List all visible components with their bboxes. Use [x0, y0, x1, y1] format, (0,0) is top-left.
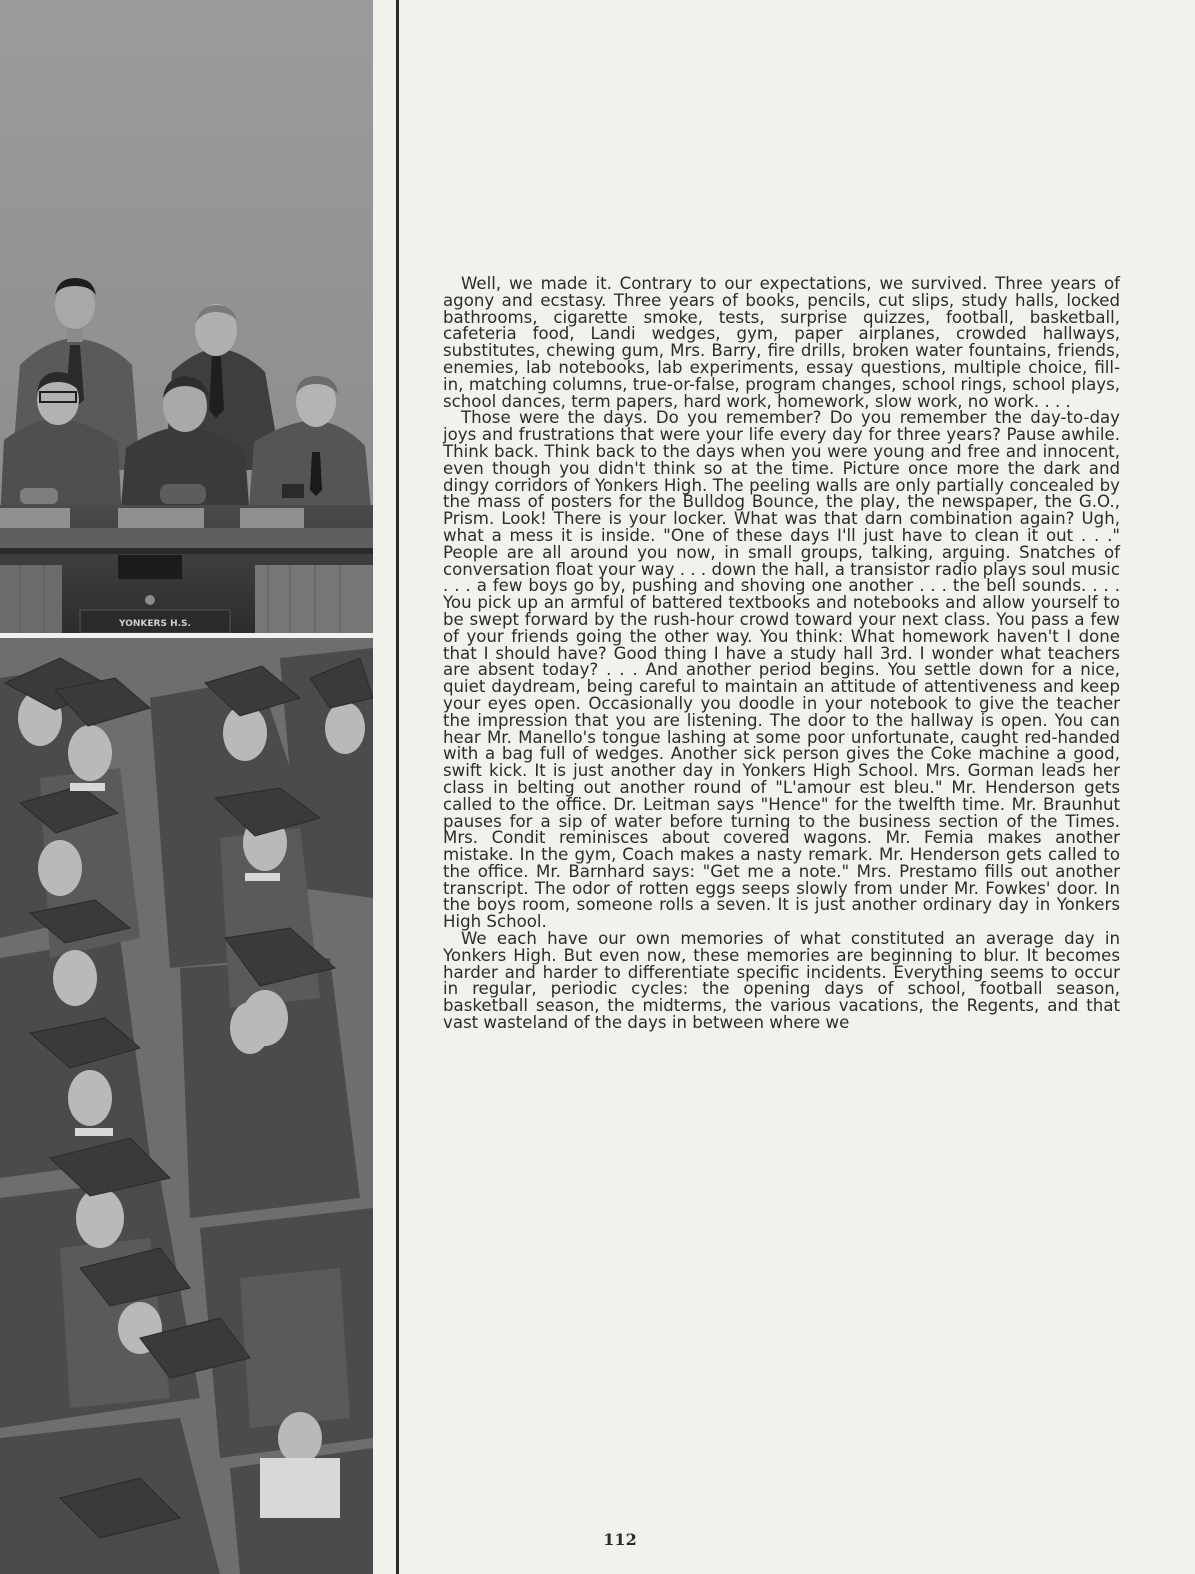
page-number: 112 [603, 1530, 637, 1549]
article-paragraph-3: We each have our own memories of what constituted an average day in Yonkers High. But even now, these memories are beginning to blur. It becomes harder and harder to differentiate specific incidents. Everything seems to occur in regular, periodic cycles: the opening days of school, football season, basketball season, the midterms, the various vacations, the Regents, and that vast wasteland of the days in between where we [443, 929, 1120, 1033]
photo-column [0, 0, 375, 1574]
graduation-procession-photo [0, 638, 373, 1574]
column-divider [396, 0, 399, 1574]
desk-plate-label: YONKERS H.S. [119, 619, 191, 629]
article-text [443, 276, 1120, 1032]
tv-quiz-panel-photo [0, 0, 373, 633]
article-paragraph-1: Well, we made it. Contrary to our expectations, we survived. Three years of agony and ecstasy. Three years of books, pencils, cut slips, study halls, locked bathrooms, cigarette smoke, tests, surprise quizzes, football, basketball, cafeteria food, Landi wedges, gym, paper airplanes, crowded hallways, substitutes, chewing gum, Mrs. Barry, fire drills, broken water fountains, friends, enemies, lab notebooks, lab experiments, essay questions, multiple choice, fill-in, matching columns, true-or-false, program changes, school rings, school plays, school dances, term papers, hard work, homework, slow work, no work. . . . [443, 274, 1120, 411]
article-paragraph-2: Those were the days. Do you remember? Do you remember the day-to-day joys and frustrations that were your life every day for three years? Pause awhile. Think back. Think back to the days when you were young and free and innocent, even though you didn't think so at the time. Picture once more the dark and dingy corridors of Yonkers High. The peeling walls are only partially concealed by the mass of posters for the Bulldog Bounce, the play, the newspaper, the G.O., Prism. Look! There is your locker. What was that darn combination again? Ugh, what a mess it is inside. "One of these days I'll just have to clean it out . . ." People are all around you now, in small groups, talking, arguing. Snatches of conversation float your way . . . down the hall, a transistor radio plays soul music . . . a few boys go by, pushing and shoving one another . . . the bell sounds. . . . You pick up an armful of battered textbooks and notebooks and allow yourself to be swept forward by the rush-hour crowd toward your next class. You pass a few of your friends going the other way. You think: What homework haven't I done that I should have? Good thing I have a study hall 3rd. I wonder what teachers are absent today? . . . And another period begins. You settle down for a nice, quiet daydream, being careful to maintain an attitude of attentiveness and keep your eyes open. Occasionally you doodle in your notebook to give the teacher the impression that you are listening. The door to the hallway is open. You can hear Mr. Manello's tongue lashing at some poor unfortunate, caught red-handed with a bag full of wedges. Another sick person gives the Coke machine a good, swift kick. It is just another day in Yonkers High School. Mrs. Gorman leads her class in belting out another round of "L'amour est bleu." Mr. Henderson gets called to the office. Dr. Leitman says "Hence" for the twelfth time. Mr. Braunhut pauses for a sip of water before turning to the business section of the Times. Mrs. Condit reminisces about covered wagons. Mr. Femia makes another mistake. In the gym, Coach makes a nasty remark. Mr. Henderson gets called to the office. Mr. Barnhard says: "Get me a note." Mrs. Prestamo fills out another transcript. The odor of rotten eggs seeps slowly from under Mr. Fowkes' door. In the boys room, someone rolls a seven. It is just another ordinary day in Yonkers High School. [443, 408, 1120, 932]
